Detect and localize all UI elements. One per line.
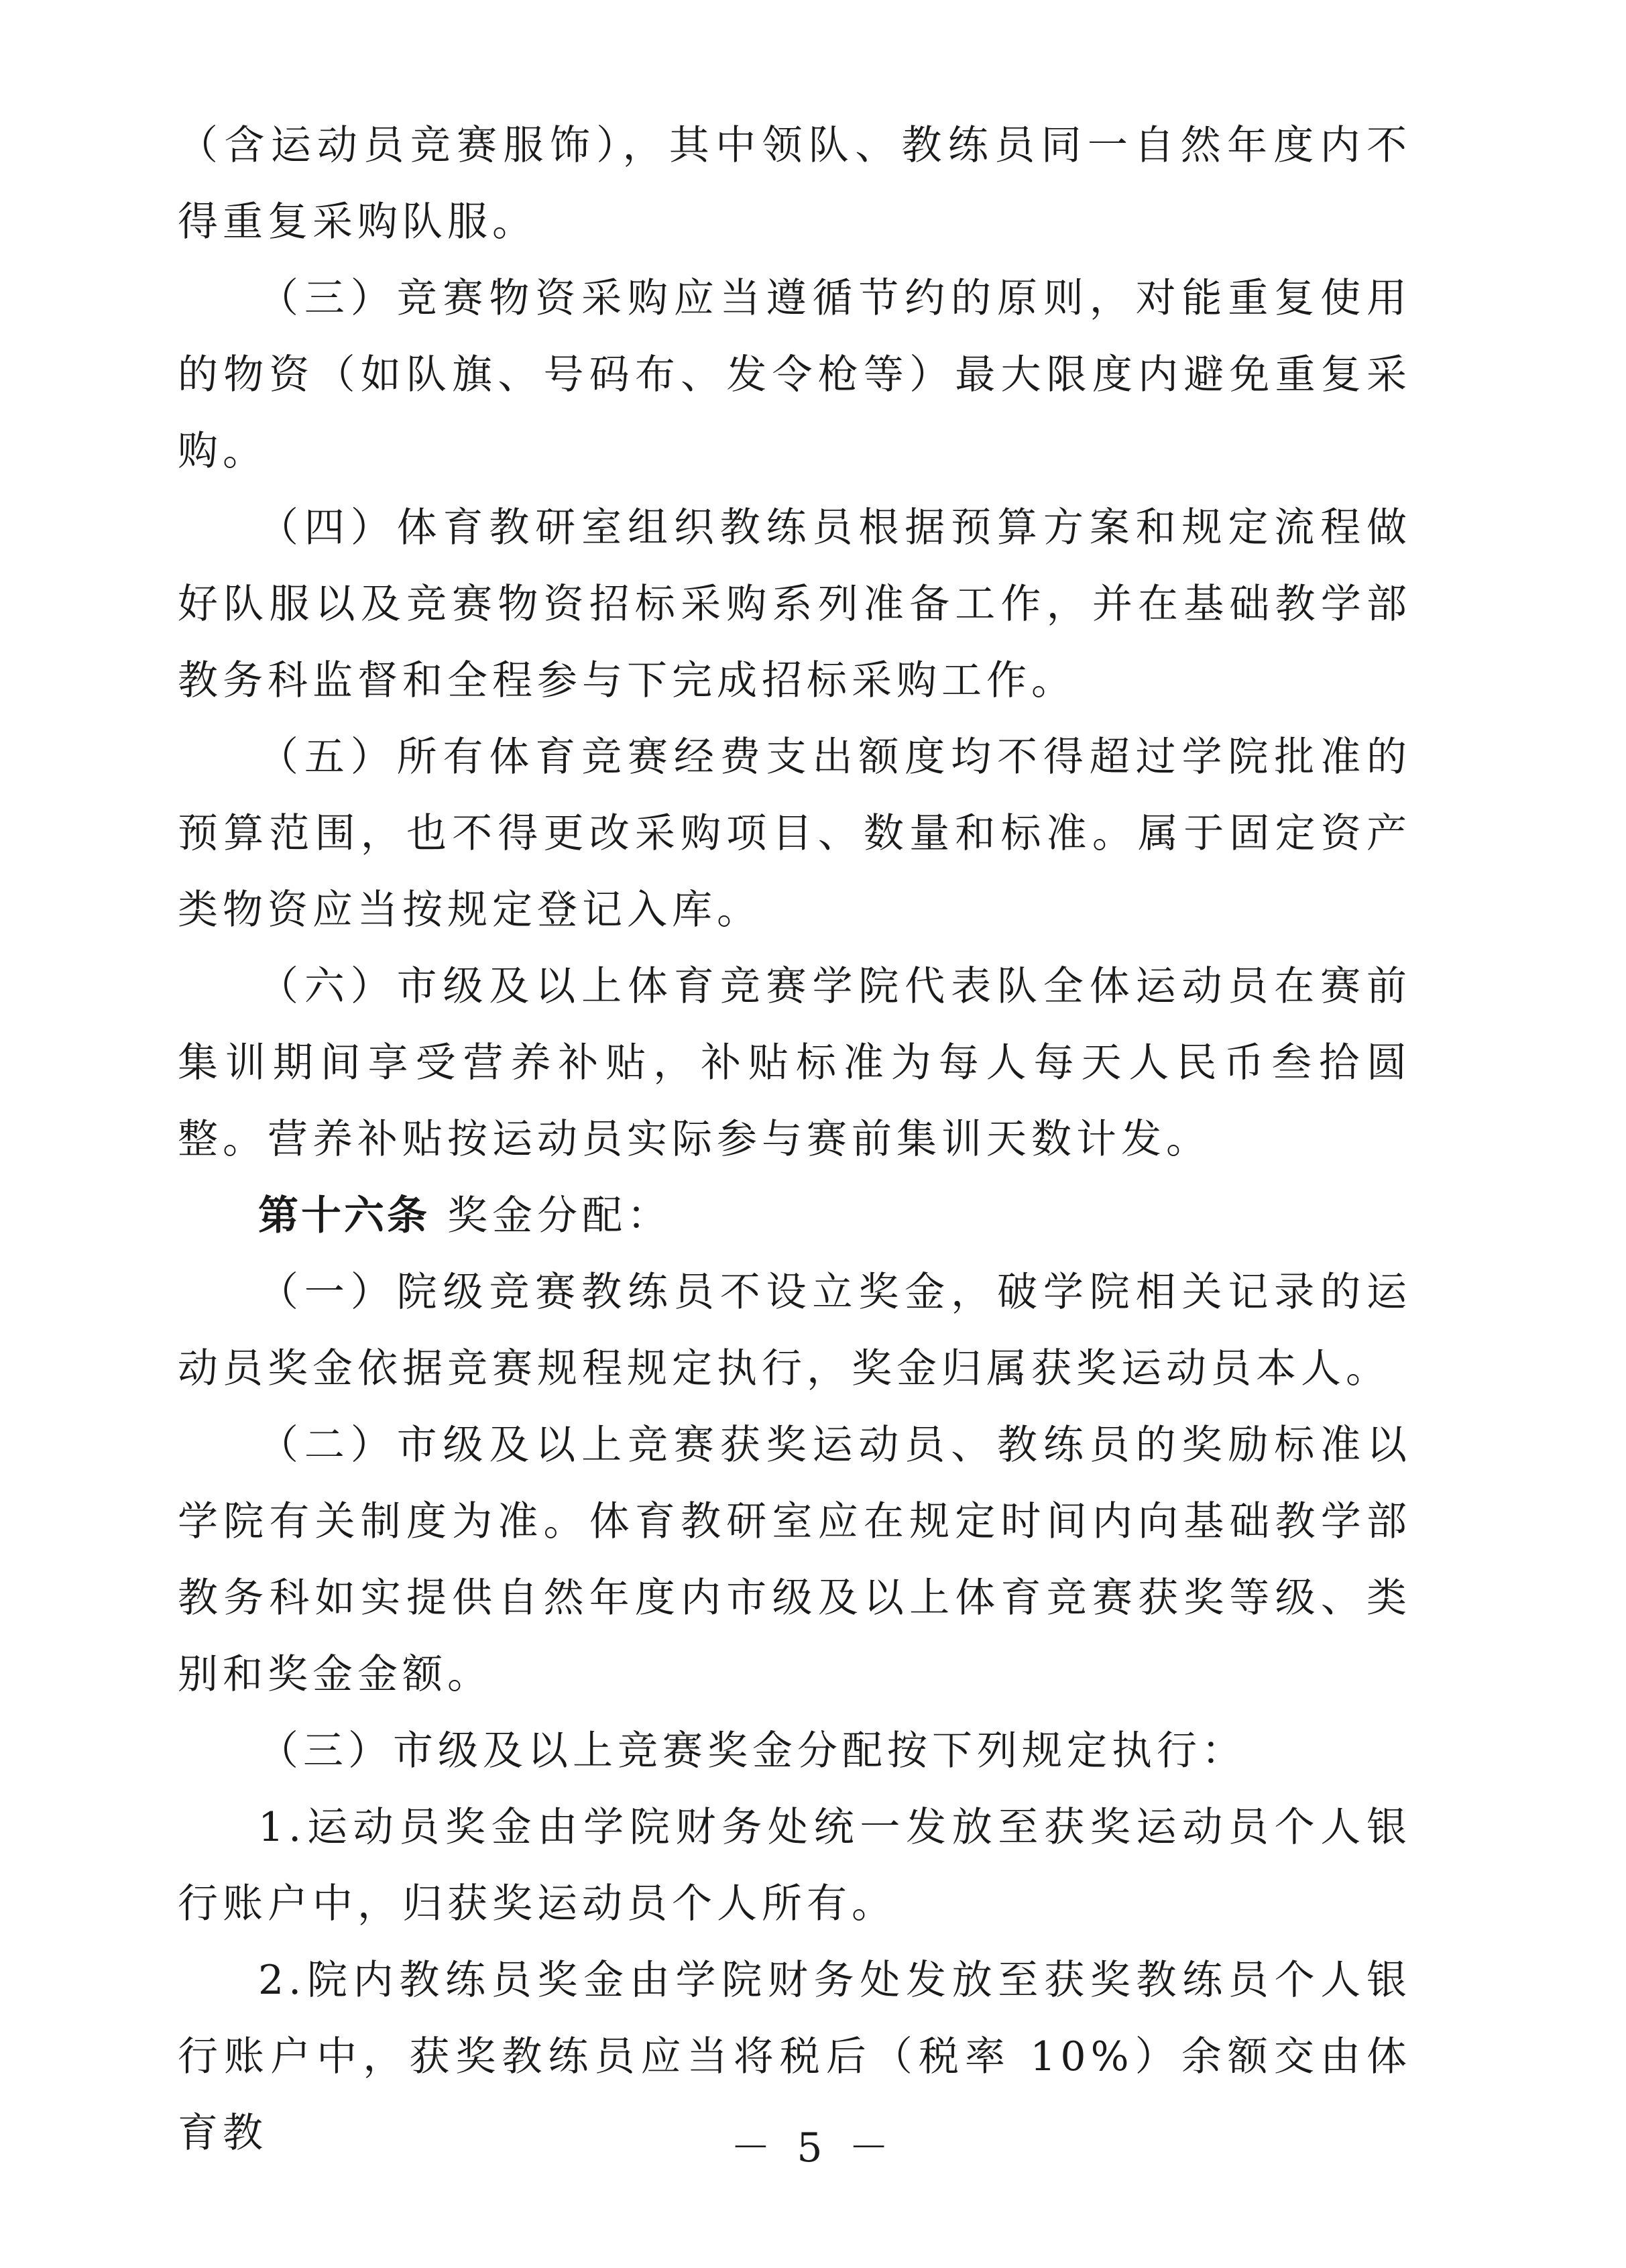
paragraph-item-4-procurement: （四）体育教研室组织教练员根据预算方案和规定流程做好队服以及竞赛物资招标采购系列准备工作，并在基础教学部教务科监督和全程参与下完成招标采购工作。 <box>178 504 1411 704</box>
paragraph-bonus-item-2: （二）市级及以上竞赛获奖运动员、教练员的奖励标准以学院有关制度为准。体育教研室应在规定时间内向基础教学部教务科如实提供自然年度内市级及以上体育竞赛获奖等级、类别和奖金金额。 <box>178 1422 1411 1698</box>
paragraph-bonus-rule-1: 1.运动员奖金由学院财务处统一发放至获奖运动员个人银行账户中，归获奖运动员个人所有。 <box>178 1804 1411 1927</box>
paragraph-item-6-subsidy: （六）市级及以上体育竞赛学院代表队全体运动员在赛前集训期间享受营养补贴，补贴标准为每人每天人民币叁拾圆整。营养补贴按运动员实际参与赛前集训天数计发。 <box>178 963 1411 1163</box>
paragraph-team-uniform: （含运动员竞赛服饰），其中领队、教练员同一自然年度内不得重复采购队服。 <box>178 122 1411 245</box>
paragraph-bonus-item-1: （一）院级竞赛教练员不设立奖金，破学院相关记录的运动员奖金依据竞赛规程规定执行，奖金归属获奖运动员本人。 <box>178 1269 1411 1392</box>
document-body <box>178 107 1411 2171</box>
paragraph-item-5-budget: （五）所有体育竞赛经费支出额度均不得超过学院批准的预算范围，也不得更改采购项目、数量和标准。属于固定资产类物资应当按规定登记入库。 <box>178 734 1411 933</box>
paragraph-bonus-rule-2: 2.院内教练员奖金由学院财务处发放至获奖教练员个人银行账户中，获奖教练员应当将税后（税率 10%）余额交由体育教 <box>178 1957 1411 2157</box>
article-16-title: 奖金分配： <box>430 1192 673 1239</box>
article-16-heading: 第十六条 <box>258 1192 430 1239</box>
page-number: － 5 － <box>730 2124 896 2171</box>
paragraph-item-3-materials: （三）竞赛物资采购应当遵循节约的原则，对能重复使用的物资（如队旗、号码布、发令枪等）最大限度内避免重复采购。 <box>178 275 1411 475</box>
article-16 <box>178 1178 1411 1254</box>
paragraph-bonus-item-3: （三）市级及以上竞赛奖金分配按下列规定执行： <box>258 1727 1246 1774</box>
